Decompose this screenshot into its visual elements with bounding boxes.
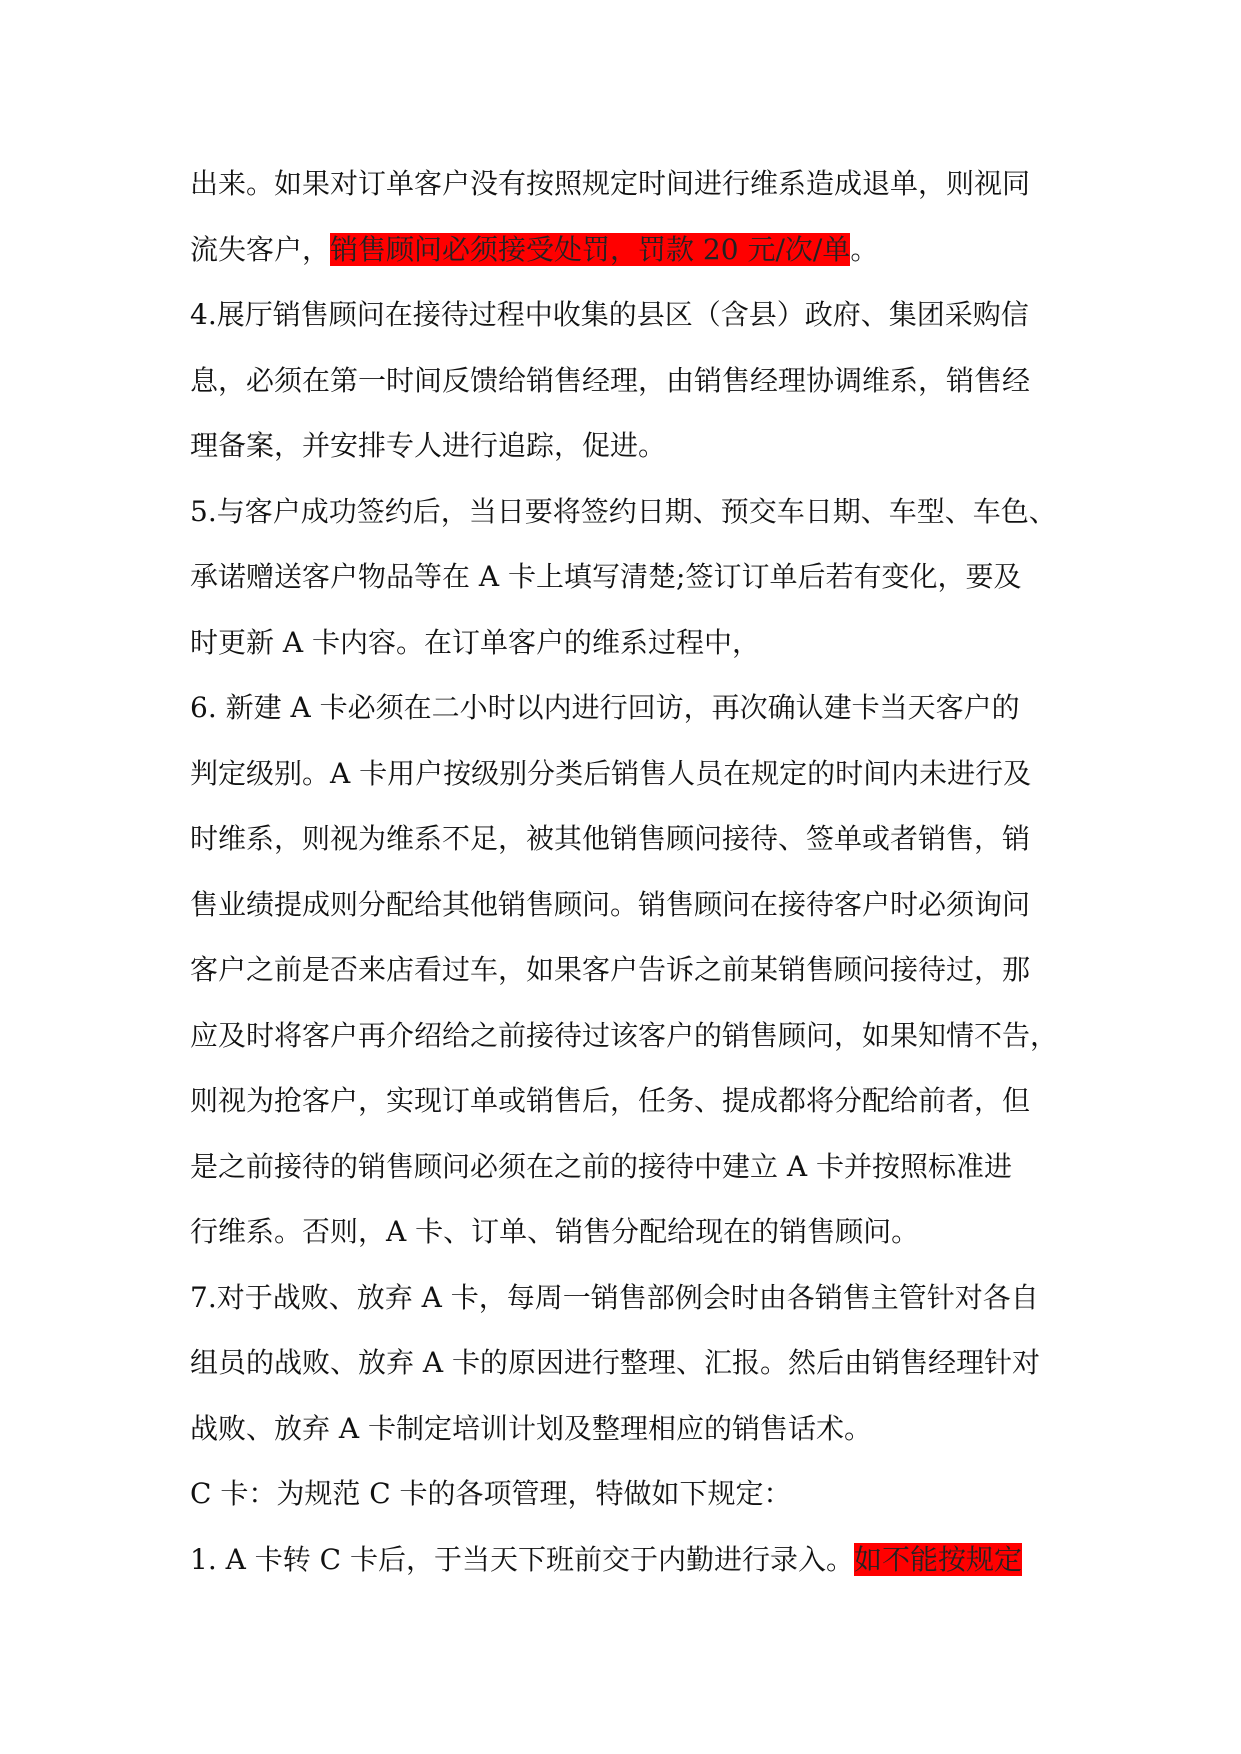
text-line	[190, 1143, 1070, 1209]
text-segment: 出来。如果对订单客户没有按照规定时间进行维系造成退单，则视同	[190, 167, 1031, 200]
text-segment: 组员的战败、放弃 A 卡的原因进行整理、汇报。然后由销售经理针对	[190, 1346, 1041, 1379]
highlighted-text: 如不能按规定	[853, 1542, 1022, 1576]
text-segment: 7.对于战败、放弃 A 卡，每周一销售部例会时由各销售主管针对各自	[190, 1280, 1039, 1314]
text-segment: 时更新 A 卡内容。在订单客户的维系过程中，	[190, 625, 761, 659]
text-line	[190, 1405, 1070, 1471]
text-line	[190, 1012, 1070, 1078]
text-segment: 6. 新建 A 卡必须在二小时以内进行回访，再次确认建卡当天客户的	[190, 691, 1020, 724]
text-line	[190, 422, 1070, 488]
text-segment: 客户之前是否来店看过车，如果客户告诉之前某销售顾问接待过，那	[190, 953, 1031, 986]
text-line	[190, 553, 1070, 619]
text-line	[190, 1077, 1070, 1143]
text-segment: 应及时将客户再介绍给之前接待过该客户的销售顾问，如果知情不告，	[190, 1018, 1059, 1052]
text-line	[190, 488, 1070, 554]
text-line	[190, 357, 1070, 423]
text-segment: 判定级别。A 卡用户按级别分类后销售人员在规定的时间内未进行及	[190, 756, 1032, 790]
text-segment: 则视为抢客户，实现订单或销售后，任务、提成都将分配给前者，但	[190, 1084, 1031, 1117]
text-line	[190, 226, 1070, 292]
text-line	[190, 750, 1070, 816]
text-line	[190, 160, 1070, 226]
text-line	[190, 619, 1070, 685]
text-segment: 。	[850, 232, 879, 266]
text-line	[190, 1536, 1070, 1602]
text-line	[190, 1274, 1070, 1340]
text-line	[190, 881, 1070, 947]
text-segment: 4.展厅销售顾问在接待过程中收集的县区（含县）政府、集团采购信	[190, 298, 1029, 331]
text-segment: 是之前接待的销售顾问必须在之前的接待中建立 A 卡并按照标准进	[190, 1149, 1013, 1183]
document-body	[190, 160, 1070, 1601]
text-line	[190, 684, 1070, 750]
text-segment: 息，必须在第一时间反馈给销售经理，由销售经理协调维系，销售经	[190, 363, 1031, 397]
text-segment: 流失客户，	[190, 232, 331, 266]
text-line	[190, 815, 1070, 881]
text-segment: 1. A 卡转 C 卡后，于当天下班前交于内勤进行录入。	[190, 1542, 854, 1576]
text-line	[190, 1470, 1070, 1536]
text-line	[190, 1339, 1070, 1405]
text-line	[190, 946, 1070, 1012]
highlighted-text: 销售顾问必须接受处罚，罚款 20 元/次/单	[330, 232, 851, 266]
text-line	[190, 1208, 1070, 1274]
text-segment: 5.与客户成功签约后，当日要将签约日期、预交车日期、车型、车色、	[190, 494, 1057, 528]
text-segment: 理备案，并安排专人进行追踪，促进。	[190, 429, 667, 462]
text-segment: 战败、放弃 A 卡制定培训计划及整理相应的销售话术。	[190, 1411, 873, 1445]
text-segment: C 卡：为规范 C 卡的各项管理，特做如下规定：	[190, 1477, 792, 1510]
text-line	[190, 291, 1070, 357]
text-segment: 售业绩提成则分配给其他销售顾问。销售顾问在接待客户时必须询问	[190, 887, 1031, 921]
text-segment: 行维系。否则，A 卡、订单、销售分配给现在的销售顾问。	[190, 1215, 920, 1248]
text-segment: 承诺赠送客户物品等在 A 卡上填写清楚;签订订单后若有变化，要及	[190, 560, 1022, 593]
text-segment: 时维系，则视为维系不足，被其他销售顾问接待、签单或者销售，销	[190, 822, 1031, 855]
